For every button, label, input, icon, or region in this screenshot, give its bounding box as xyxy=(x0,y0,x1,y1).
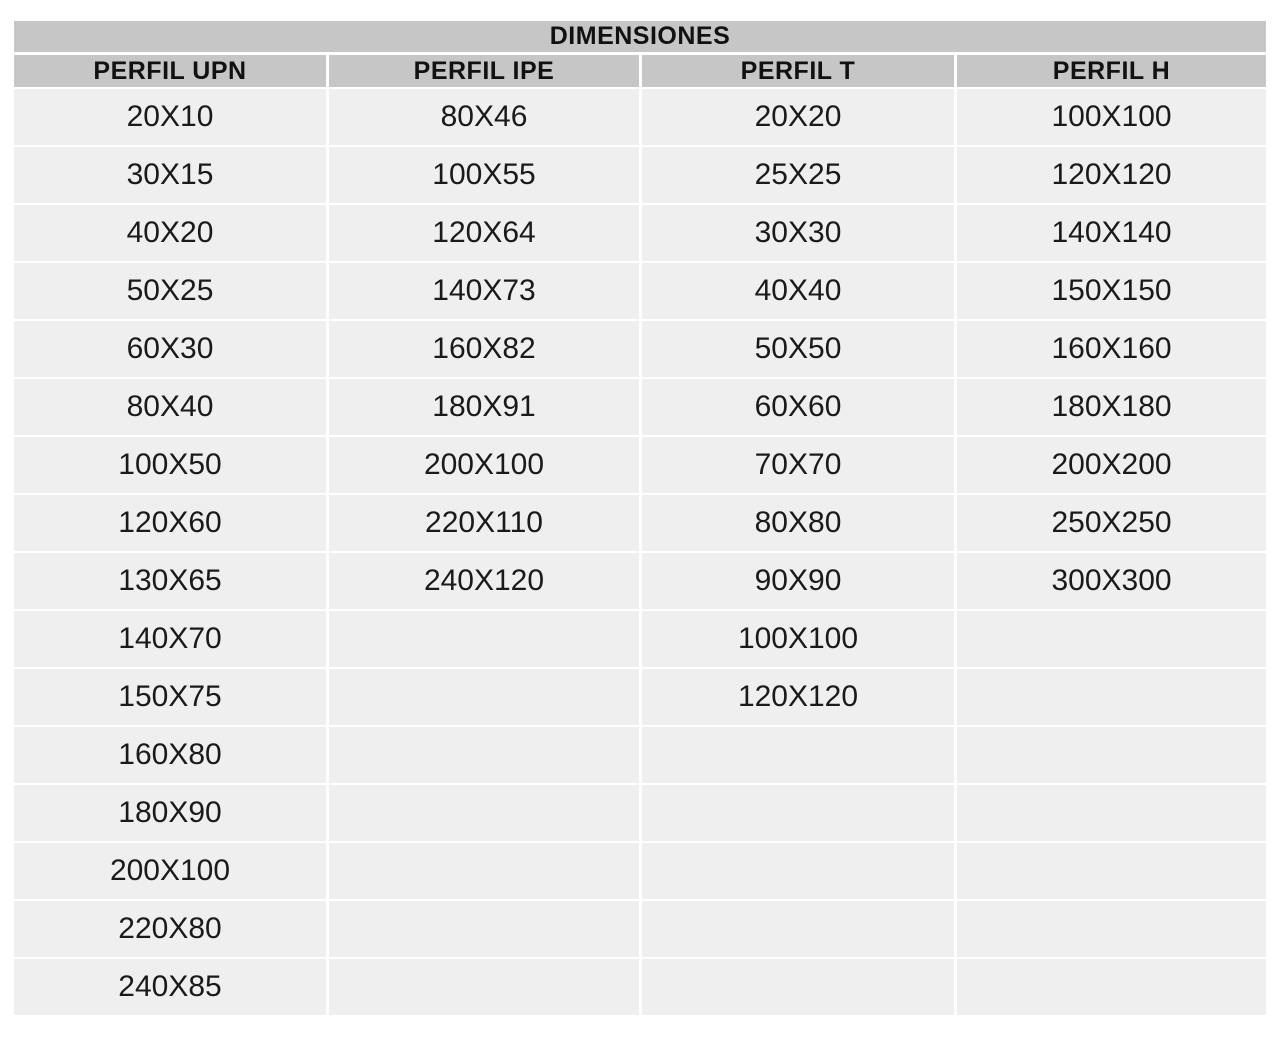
cell-t: 20X20 xyxy=(639,89,954,147)
cell-ipe xyxy=(326,959,639,1015)
table-body xyxy=(14,89,1266,1015)
cell-h: 200X200 xyxy=(954,437,1266,495)
cell-upn: 60X30 xyxy=(14,321,326,379)
cell-h: 180X180 xyxy=(954,379,1266,437)
cell-ipe: 220X110 xyxy=(326,495,639,553)
cell-h: 140X140 xyxy=(954,205,1266,263)
table-row xyxy=(14,147,1266,205)
cell-t xyxy=(639,959,954,1015)
cell-h: 300X300 xyxy=(954,553,1266,611)
table-row xyxy=(14,495,1266,553)
cell-ipe xyxy=(326,901,639,959)
table-row xyxy=(14,901,1266,959)
cell-upn: 80X40 xyxy=(14,379,326,437)
cell-upn: 200X100 xyxy=(14,843,326,901)
cell-t xyxy=(639,843,954,901)
cell-t xyxy=(639,785,954,843)
cell-upn: 240X85 xyxy=(14,959,326,1015)
table-row xyxy=(14,727,1266,785)
cell-ipe: 80X46 xyxy=(326,89,639,147)
cell-ipe: 100X55 xyxy=(326,147,639,205)
cell-t: 120X120 xyxy=(639,669,954,727)
table-title: DIMENSIONES xyxy=(14,21,1266,55)
title-row xyxy=(14,21,1266,55)
table-row xyxy=(14,437,1266,495)
table-row xyxy=(14,553,1266,611)
cell-ipe: 120X64 xyxy=(326,205,639,263)
cell-t: 50X50 xyxy=(639,321,954,379)
cell-upn: 30X15 xyxy=(14,147,326,205)
cell-t: 60X60 xyxy=(639,379,954,437)
column-header-ipe: PERFIL IPE xyxy=(326,55,639,89)
cell-ipe: 140X73 xyxy=(326,263,639,321)
table-row xyxy=(14,785,1266,843)
cell-h xyxy=(954,727,1266,785)
table-row xyxy=(14,321,1266,379)
cell-ipe: 240X120 xyxy=(326,553,639,611)
cell-t: 80X80 xyxy=(639,495,954,553)
cell-upn: 100X50 xyxy=(14,437,326,495)
cell-t: 30X30 xyxy=(639,205,954,263)
cell-h: 100X100 xyxy=(954,89,1266,147)
cell-ipe xyxy=(326,611,639,669)
cell-h: 250X250 xyxy=(954,495,1266,553)
cell-t: 100X100 xyxy=(639,611,954,669)
cell-h xyxy=(954,785,1266,843)
cell-h xyxy=(954,669,1266,727)
column-header-upn: PERFIL UPN xyxy=(14,55,326,89)
cell-ipe: 200X100 xyxy=(326,437,639,495)
dimensions-table xyxy=(14,21,1266,1015)
table-row xyxy=(14,611,1266,669)
cell-h: 120X120 xyxy=(954,147,1266,205)
cell-upn: 120X60 xyxy=(14,495,326,553)
cell-ipe xyxy=(326,727,639,785)
table-row xyxy=(14,205,1266,263)
cell-ipe: 160X82 xyxy=(326,321,639,379)
cell-t: 70X70 xyxy=(639,437,954,495)
cell-h: 160X160 xyxy=(954,321,1266,379)
cell-t: 90X90 xyxy=(639,553,954,611)
cell-upn: 20X10 xyxy=(14,89,326,147)
table-row xyxy=(14,89,1266,147)
cell-upn: 180X90 xyxy=(14,785,326,843)
table-row xyxy=(14,669,1266,727)
table-row xyxy=(14,379,1266,437)
cell-ipe: 180X91 xyxy=(326,379,639,437)
cell-h: 150X150 xyxy=(954,263,1266,321)
header-row xyxy=(14,55,1266,89)
column-header-h: PERFIL H xyxy=(954,55,1266,89)
column-header-t: PERFIL T xyxy=(639,55,954,89)
cell-upn: 140X70 xyxy=(14,611,326,669)
cell-upn: 50X25 xyxy=(14,263,326,321)
table-row xyxy=(14,959,1266,1015)
cell-t: 40X40 xyxy=(639,263,954,321)
table-row xyxy=(14,843,1266,901)
cell-upn: 150X75 xyxy=(14,669,326,727)
cell-ipe xyxy=(326,785,639,843)
cell-ipe xyxy=(326,843,639,901)
table-row xyxy=(14,263,1266,321)
cell-ipe xyxy=(326,669,639,727)
cell-t xyxy=(639,727,954,785)
cell-h xyxy=(954,843,1266,901)
cell-upn: 220X80 xyxy=(14,901,326,959)
cell-upn: 40X20 xyxy=(14,205,326,263)
cell-h xyxy=(954,611,1266,669)
cell-upn: 130X65 xyxy=(14,553,326,611)
cell-upn: 160X80 xyxy=(14,727,326,785)
cell-h xyxy=(954,959,1266,1015)
cell-t xyxy=(639,901,954,959)
cell-h xyxy=(954,901,1266,959)
cell-t: 25X25 xyxy=(639,147,954,205)
